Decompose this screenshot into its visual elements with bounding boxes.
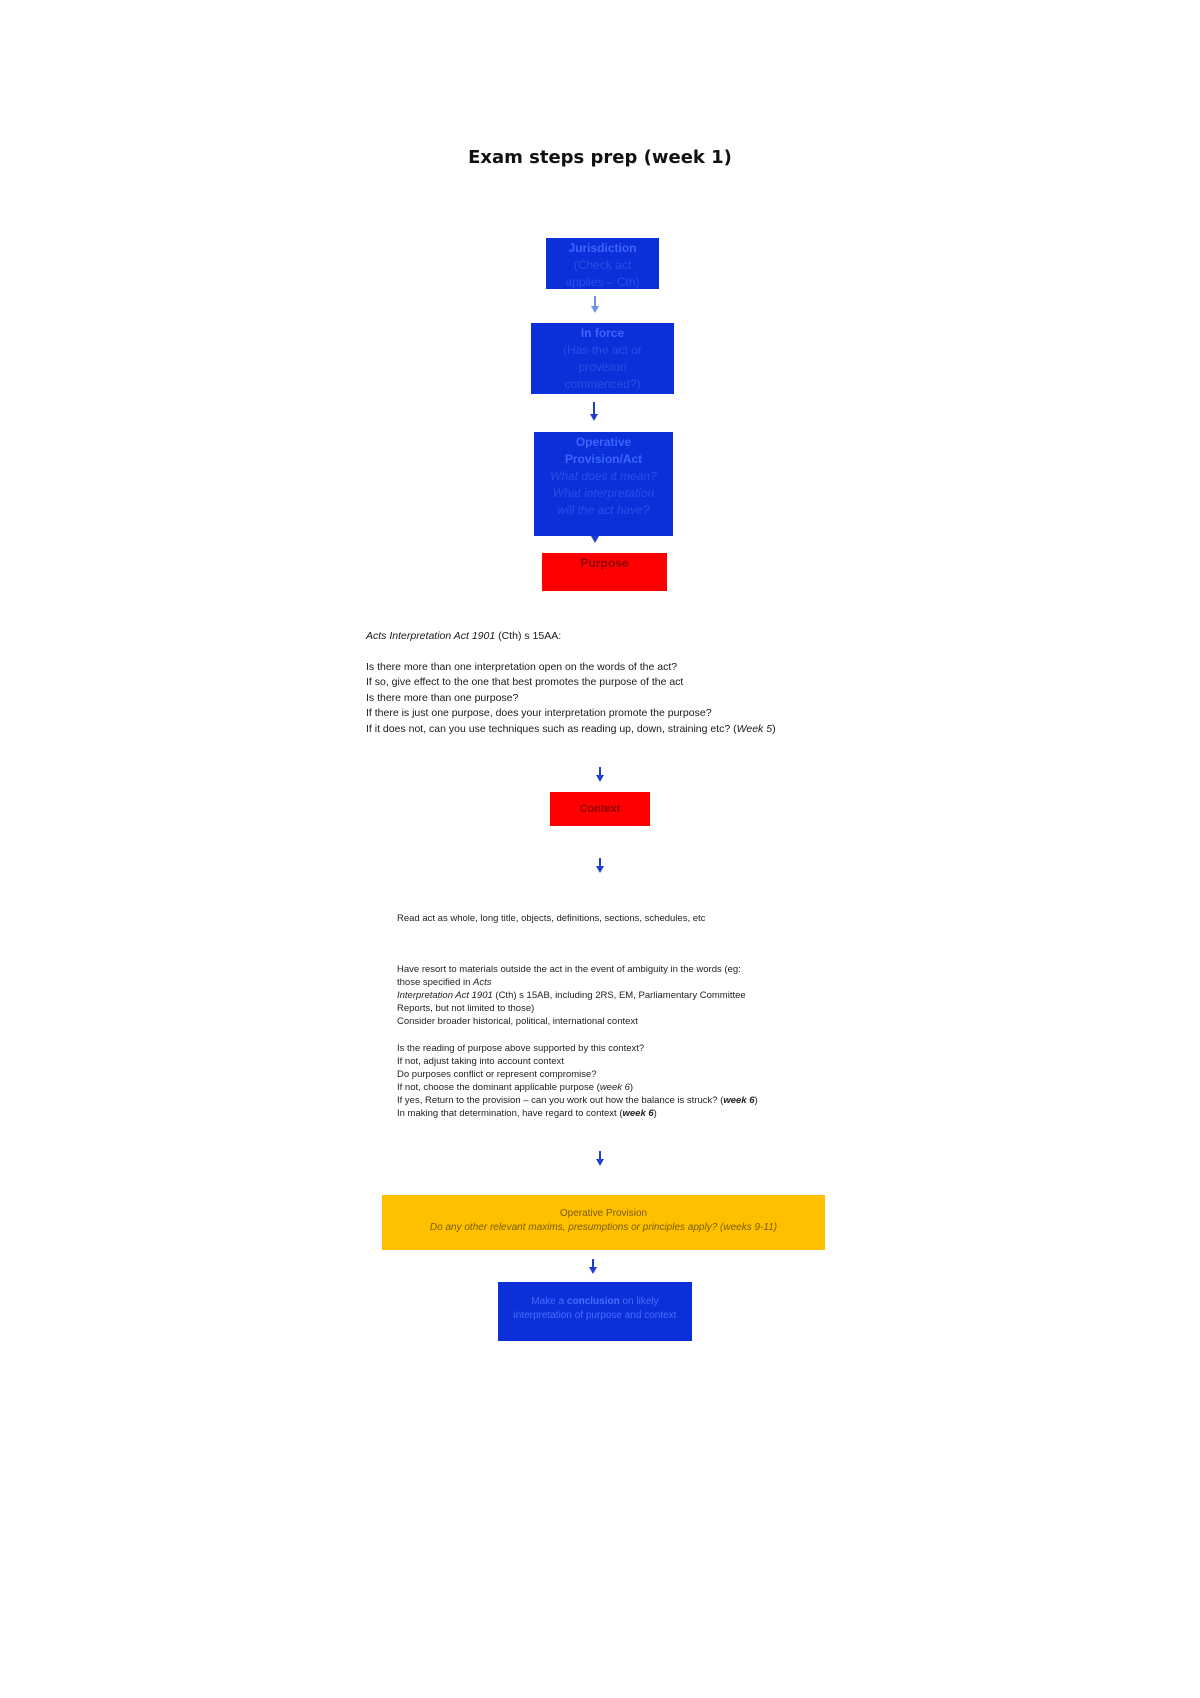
jurisdiction-line: (Check act (573, 258, 632, 272)
page-title: Exam steps prep (week 1) (468, 147, 732, 168)
operative-provision-act-box (534, 432, 673, 536)
context-line: If yes, Return to the provision – can you work out how the balance is struck? (week 6) (397, 1095, 758, 1106)
context-line: If not, adjust taking into account context (397, 1056, 564, 1067)
context-line: If not, choose the dominant applicable purpose (week 6) (397, 1082, 634, 1093)
operative-provision-line: Operative Provision (559, 1208, 648, 1219)
acts-heading: Acts Interpretation Act 1901 (Cth) s 15AA: (366, 630, 562, 642)
context-questions-block (397, 1042, 758, 1120)
operative-provision-box (382, 1195, 825, 1250)
context-line: Reports, but not limited to those) (397, 1003, 535, 1014)
conclusion-line: interpretation of purpose and context (513, 1310, 677, 1321)
context-heading: Context (579, 803, 621, 815)
purpose-box (542, 553, 667, 591)
context-line: Is the reading of purpose above supported by this context? (397, 1043, 645, 1054)
acts-question: If so, give effect to the one that best promotes the purpose of the act (366, 676, 684, 688)
context-line: Do purposes conflict or represent compromise? (397, 1069, 597, 1080)
jurisdiction-line: applies – Cth) (565, 275, 640, 289)
context-line: In making that determination, have regard to context (week 6) (397, 1108, 657, 1119)
operative-provision-question: Do any other relevant maxims, presumptions or principles apply? (weeks 9-11) (429, 1222, 778, 1233)
context-line: those specified in Acts (397, 977, 492, 988)
context-line: Have resort to materials outside the act in the event of ambiguity in the words (eg: (397, 964, 741, 975)
context-line: Interpretation Act 1901 (Cth) s 15AB, including 2RS, EM, Parliamentary Committee (397, 990, 746, 1001)
acts-question: Is there more than one purpose? (366, 691, 519, 704)
context-box (550, 792, 650, 826)
acts-question: If there is just one purpose, does your interpretation promote the purpose? (366, 707, 712, 719)
in-force-heading: In force (580, 326, 625, 340)
operative-question: What interpretation (552, 486, 655, 500)
context-line: Consider broader historical, political, international context (397, 1016, 638, 1027)
operative-question: will the act have? (557, 503, 650, 517)
in-force-line: (Has the act or (563, 343, 642, 357)
operative-question: What does it mean? (550, 469, 657, 483)
in-force-line: provision (578, 360, 627, 374)
in-force-box (531, 323, 674, 394)
in-force-line: commenced?) (564, 377, 641, 391)
operative-heading: Provision/Act (564, 452, 643, 466)
acts-interpretation-section (366, 629, 776, 737)
conclusion-line: Make a conclusion on likely (531, 1296, 659, 1307)
context-read-line: Read act as whole, long title, objects, definitions, sections, schedules, etc (397, 913, 706, 924)
operative-heading: Operative (575, 435, 632, 449)
jurisdiction-box (546, 238, 659, 289)
jurisdiction-heading: Jurisdiction (568, 241, 637, 255)
conclusion-box (498, 1282, 692, 1341)
acts-question: If it does not, can you use techniques such as reading up, down, straining etc? (Week 5) (366, 722, 776, 735)
context-resort-block (397, 963, 746, 1028)
purpose-heading: Purpose (580, 556, 629, 570)
acts-question: Is there more than one interpretation open on the words of the act? (366, 660, 678, 673)
